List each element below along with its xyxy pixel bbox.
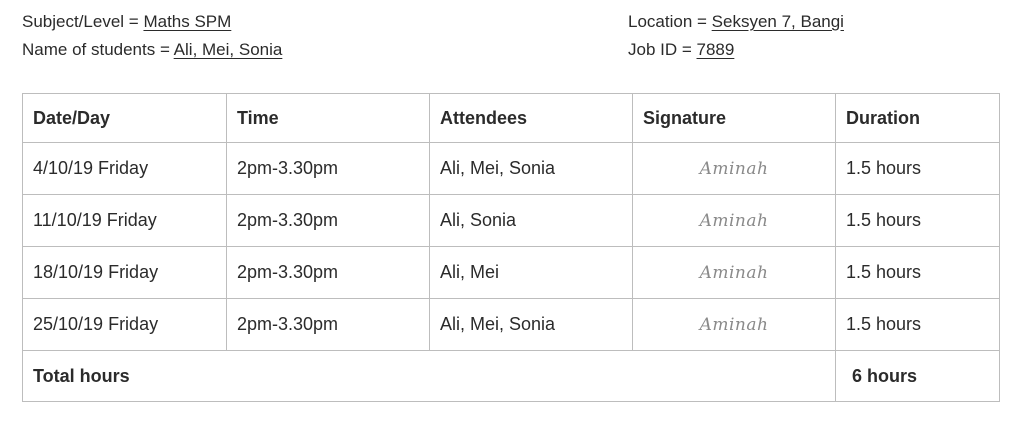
students-label: Name of students = <box>22 40 174 59</box>
total-row <box>23 351 1000 402</box>
job-id-label: Job ID = <box>628 40 697 59</box>
info-right <box>628 8 844 64</box>
cell-attendees: Ali, Mei, Sonia <box>430 143 633 195</box>
signature-image: Aminah <box>699 315 769 335</box>
info-left <box>22 8 282 64</box>
cell-signature <box>633 299 836 351</box>
cell-date: 11/10/19 Friday <box>23 195 227 247</box>
table-row <box>23 247 1000 299</box>
cell-date: 4/10/19 Friday <box>23 143 227 195</box>
attendance-table <box>22 93 1000 402</box>
cell-date: 25/10/19 Friday <box>23 299 227 351</box>
cell-time: 2pm-3.30pm <box>227 299 430 351</box>
column-header-duration: Duration <box>836 94 1000 143</box>
cell-time: 2pm-3.30pm <box>227 143 430 195</box>
students-row <box>22 36 282 64</box>
column-header-attendees: Attendees <box>430 94 633 143</box>
cell-time: 2pm-3.30pm <box>227 195 430 247</box>
total-hours-label: Total hours <box>23 351 836 402</box>
cell-time: 2pm-3.30pm <box>227 247 430 299</box>
students-value: Ali, Mei, Sonia <box>173 40 283 59</box>
job-id-value: 7889 <box>696 40 735 59</box>
cell-attendees: Ali, Sonia <box>430 195 633 247</box>
table-row <box>23 299 1000 351</box>
cell-date: 18/10/19 Friday <box>23 247 227 299</box>
subject-value: Maths SPM <box>143 12 232 31</box>
table-header-row <box>23 94 1000 143</box>
column-header-signature: Signature <box>633 94 836 143</box>
cell-signature <box>633 143 836 195</box>
job-id-row <box>628 36 844 64</box>
location-label: Location = <box>628 12 712 31</box>
column-header-time: Time <box>227 94 430 143</box>
cell-duration: 1.5 hours <box>836 299 1000 351</box>
column-header-date: Date/Day <box>23 94 227 143</box>
cell-attendees: Ali, Mei <box>430 247 633 299</box>
table-row <box>23 195 1000 247</box>
cell-signature <box>633 247 836 299</box>
cell-duration: 1.5 hours <box>836 247 1000 299</box>
location-row <box>628 8 844 36</box>
cell-attendees: Ali, Mei, Sonia <box>430 299 633 351</box>
cell-duration: 1.5 hours <box>836 195 1000 247</box>
subject-label: Subject/Level = <box>22 12 144 31</box>
signature-image: Aminah <box>699 211 769 231</box>
total-hours-value: 6 hours <box>836 351 1000 402</box>
subject-row <box>22 8 282 36</box>
location-value: Seksyen 7, Bangi <box>711 12 844 31</box>
signature-image: Aminah <box>699 263 769 283</box>
table-row <box>23 143 1000 195</box>
signature-image: Aminah <box>699 159 769 179</box>
cell-signature <box>633 195 836 247</box>
cell-duration: 1.5 hours <box>836 143 1000 195</box>
